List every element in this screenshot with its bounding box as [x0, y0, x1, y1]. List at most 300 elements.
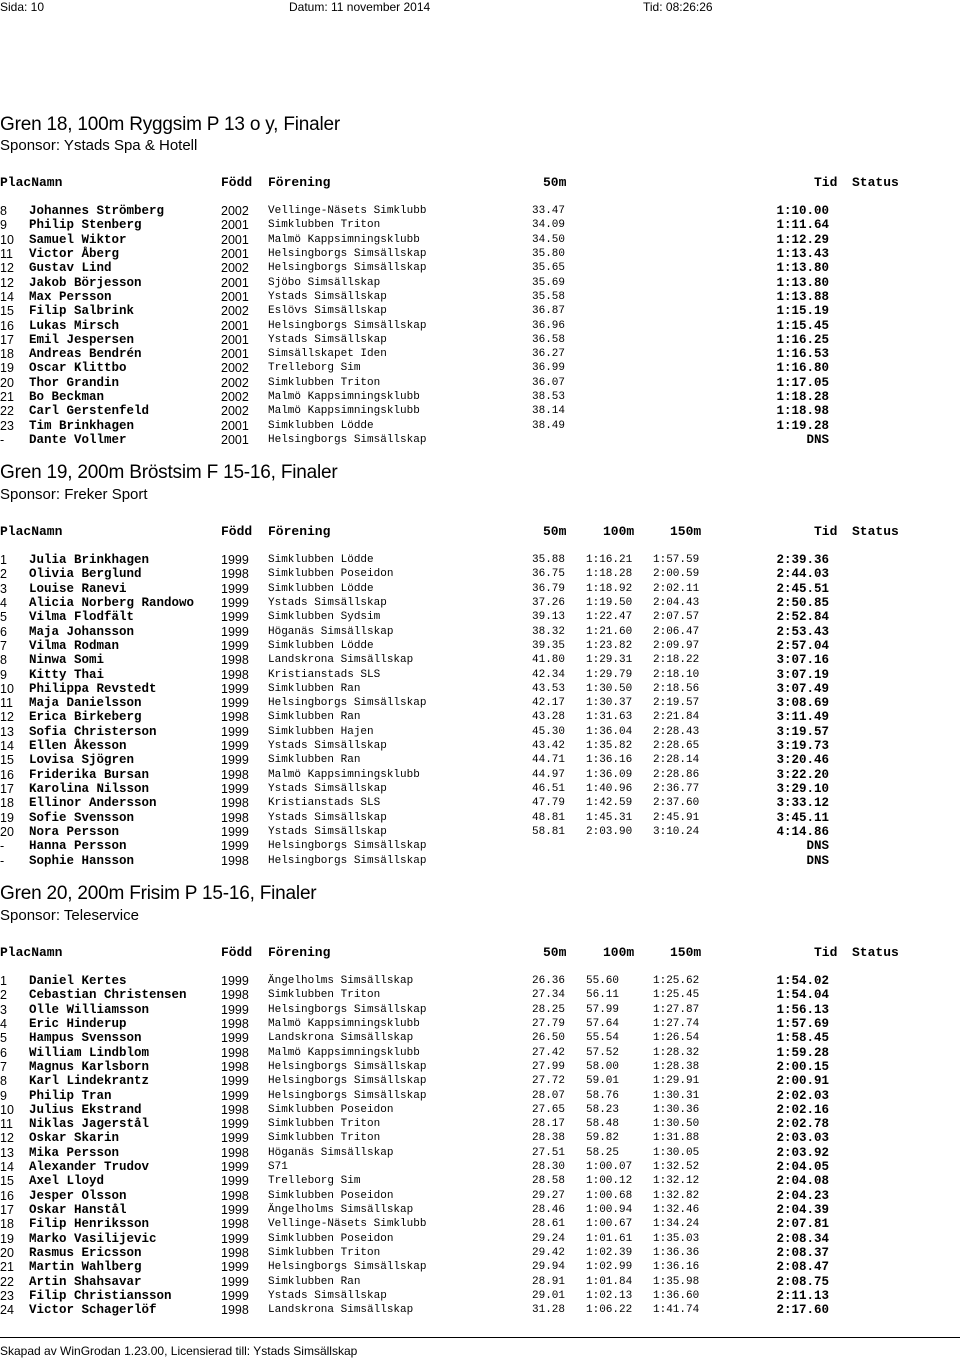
table-row [0, 854, 960, 868]
swimmer-name: Oscar Klittbo [29, 361, 127, 376]
swimmer-name: Cebastian Christensen [29, 988, 187, 1003]
result-place: 7 [0, 638, 7, 653]
split-150: 1:25.62 [653, 975, 700, 987]
birth-year: 1998 [221, 1188, 249, 1203]
birth-year: 2001 [221, 246, 249, 261]
split-150: 1:32.46 [653, 1204, 700, 1216]
swimmer-name: Nora Persson [29, 824, 120, 839]
result-place: 8 [0, 204, 7, 218]
split-150: 2:28.43 [653, 725, 700, 738]
result-place: 13 [0, 724, 14, 739]
table-row [0, 1003, 960, 1017]
final-time: 1:13.80 [776, 275, 829, 290]
split-150: 1:35.03 [653, 1232, 700, 1245]
table-row [0, 361, 960, 375]
result-place: 6 [0, 624, 7, 639]
split-100: 1:29.31 [586, 654, 633, 667]
swimmer-name: Philip Tran [29, 1088, 112, 1103]
split-100: 59.82 [586, 1132, 620, 1145]
club-name: Simklubben Triton [268, 1132, 381, 1145]
final-time: DNS [806, 839, 829, 854]
final-time: 2:17.60 [776, 1303, 829, 1318]
club-name: Helsingborgs Simsällskap [268, 247, 427, 260]
table-row [0, 768, 960, 782]
results-table [0, 974, 960, 1318]
birth-year: 2002 [221, 261, 249, 276]
club-name: Simklubben Ran [268, 1275, 361, 1288]
table-row [0, 1289, 960, 1303]
col-club: Förening [268, 175, 331, 190]
table-row [0, 710, 960, 724]
club-name: Landskrona Simsällskap [268, 1032, 414, 1045]
split-100: 1:19.50 [586, 596, 633, 609]
final-time: DNS [806, 853, 829, 868]
split-50: 36.75 [532, 568, 566, 581]
birth-year: 1999 [221, 1002, 249, 1017]
result-place: 9 [0, 1088, 7, 1103]
swimmer-name: Philippa Revstedt [29, 681, 157, 696]
table-row [0, 376, 960, 390]
swimmer-name: Ellen Åkesson [29, 739, 127, 754]
table-row [0, 682, 960, 696]
split-100: 1:42.59 [586, 797, 633, 810]
split-50: 35.69 [532, 276, 566, 289]
swimmer-name: Kitty Thai [29, 667, 105, 682]
split-150: 2:09.97 [653, 639, 700, 652]
result-place: 12 [0, 261, 14, 276]
birth-year: 2002 [221, 404, 249, 419]
split-150: 2:19.57 [653, 697, 700, 710]
split-50: 35.65 [532, 262, 566, 275]
club-name: Ystads Simsällskap [268, 740, 387, 753]
club-name: Kristianstads SLS [268, 797, 381, 810]
table-row [0, 753, 960, 767]
swimmer-name: Maja Danielsson [29, 696, 142, 711]
event-sponsor: Sponsor: Freker Sport [0, 486, 148, 503]
swimmer-name: Friderika Bursan [29, 767, 150, 782]
result-place: 8 [0, 1074, 7, 1089]
swimmer-name: Mika Persson [29, 1145, 120, 1160]
result-place: 15 [0, 753, 14, 768]
birth-year: 2002 [221, 204, 249, 218]
split-150: 1:36.36 [653, 1246, 700, 1259]
table-row [0, 1246, 960, 1260]
split-50: 38.32 [532, 625, 566, 638]
table-row [0, 1017, 960, 1031]
club-name: Helsingborgs Simsällskap [268, 434, 427, 446]
final-time: 2:52.84 [776, 610, 829, 625]
split-150: 1:30.31 [653, 1089, 700, 1102]
split-100: 1:36.04 [586, 725, 633, 738]
final-time: 3:08.69 [776, 696, 829, 711]
col-born: Född [221, 524, 253, 539]
col-time: Tid [814, 945, 838, 960]
club-name: Eslövs Simsällskap [268, 305, 387, 318]
birth-year: 1998 [221, 1303, 249, 1318]
final-time: 1:54.04 [776, 988, 829, 1003]
swimmer-name: Samuel Wiktor [29, 232, 127, 247]
col-status: Status [852, 524, 899, 539]
split-150: 1:32.52 [653, 1161, 700, 1174]
final-time: 3:19.57 [776, 724, 829, 739]
club-name: Simklubben Ran [268, 711, 361, 724]
club-name: Helsingborgs Simsällskap [268, 1003, 427, 1016]
final-time: 2:00.15 [776, 1059, 829, 1074]
club-name: Helsingborgs Simsällskap [268, 1089, 427, 1102]
split-100: 55.60 [586, 975, 620, 987]
print-date: Datum: 11 november 2014 [289, 0, 431, 14]
split-100: 1:02.39 [586, 1246, 633, 1259]
split-50: 48.81 [532, 811, 566, 824]
result-place: 19 [0, 1231, 14, 1246]
results-table [0, 553, 960, 868]
split-150: 1:30.50 [653, 1118, 700, 1131]
table-row [0, 290, 960, 304]
event-title: Gren 18, 100m Ryggsim P 13 o y, Finaler [0, 114, 340, 135]
split-150: 2:36.77 [653, 783, 700, 795]
table-row [0, 1060, 960, 1074]
result-place: 14 [0, 1160, 14, 1175]
swimmer-name: Sophie Hansson [29, 853, 135, 868]
result-place: 3 [0, 581, 7, 596]
final-time: 2:02.16 [776, 1102, 829, 1117]
split-50: 36.99 [532, 362, 566, 375]
final-time: 1:59.28 [776, 1045, 829, 1060]
birth-year: 1999 [221, 1031, 249, 1046]
swimmer-name: Oskar Skarin [29, 1131, 120, 1146]
split-50: 26.50 [532, 1032, 566, 1045]
final-time: 1:58.45 [776, 1031, 829, 1046]
split-100: 1:18.92 [586, 582, 633, 595]
split-50: 35.80 [532, 247, 566, 260]
club-name: Landskrona Simsällskap [268, 1304, 414, 1317]
result-place: 5 [0, 1031, 7, 1046]
split-50: 36.07 [532, 376, 566, 389]
birth-year: 2002 [221, 361, 249, 376]
club-name: Malmö Kappsimningsklubb [268, 1046, 420, 1059]
final-time: 2:00.91 [776, 1074, 829, 1089]
split-50: 42.34 [532, 668, 566, 681]
birth-year: 1998 [221, 853, 249, 868]
swimmer-name: Philip Stenberg [29, 218, 142, 233]
table-row [0, 404, 960, 418]
split-100: 1:01.61 [586, 1232, 633, 1245]
swimmer-name: Alexander Trudov [29, 1160, 150, 1175]
table-row [0, 276, 960, 290]
table-row [0, 811, 960, 825]
final-time: 4:14.86 [776, 824, 829, 839]
table-row [0, 1117, 960, 1131]
birth-year: 2001 [221, 289, 249, 304]
club-name: Vellinge-Näsets Simklubb [268, 1218, 427, 1231]
final-time: 3:07.19 [776, 667, 829, 682]
table-row [0, 582, 960, 596]
birth-year: 1998 [221, 1217, 249, 1232]
final-time: DNS [806, 433, 829, 447]
result-place: 6 [0, 1045, 7, 1060]
split-50: 35.88 [532, 554, 566, 566]
final-time: 2:04.05 [776, 1160, 829, 1175]
final-time: 2:02.03 [776, 1088, 829, 1103]
split-50: 28.38 [532, 1132, 566, 1145]
result-place: - [0, 853, 5, 868]
split-50: 58.81 [532, 825, 566, 838]
table-row [0, 1146, 960, 1160]
split-50: 43.42 [532, 740, 566, 753]
table-row [0, 390, 960, 404]
col-club: Förening [268, 945, 331, 960]
split-150: 2:18.56 [653, 682, 700, 695]
split-150: 2:28.86 [653, 768, 700, 781]
col-split-50: 50m [543, 945, 567, 960]
split-150: 2:00.59 [653, 568, 700, 581]
birth-year: 1999 [221, 1274, 249, 1289]
result-place: 3 [0, 1002, 7, 1017]
final-time: 1:54.02 [776, 974, 829, 988]
split-100: 57.99 [586, 1003, 620, 1016]
split-150: 2:21.84 [653, 711, 700, 724]
result-place: 20 [0, 375, 14, 390]
split-150: 2:37.60 [653, 797, 700, 810]
split-100: 1:22.47 [586, 611, 633, 624]
split-50: 27.51 [532, 1146, 566, 1159]
birth-year: 1999 [221, 1074, 249, 1089]
split-50: 29.94 [532, 1261, 566, 1274]
split-50: 36.96 [532, 319, 566, 332]
result-place: 20 [0, 1245, 14, 1260]
birth-year: 1999 [221, 739, 249, 754]
birth-year: 1999 [221, 839, 249, 854]
split-100: 1:06.22 [586, 1304, 633, 1317]
split-50: 38.14 [532, 405, 566, 418]
swimmer-name: Vilma Flodfält [29, 610, 135, 625]
page-header [0, 0, 960, 14]
table-row [0, 596, 960, 610]
split-50: 31.28 [532, 1304, 566, 1317]
split-150: 2:06.47 [653, 625, 700, 638]
final-time: 1:15.19 [776, 304, 829, 319]
swimmer-name: Niklas Jagerstål [29, 1117, 150, 1132]
result-place: 16 [0, 318, 14, 333]
club-name: Helsingborgs Simsällskap [268, 319, 427, 332]
club-name: Ängelholms Simsällskap [268, 1204, 414, 1216]
col-club: Förening [268, 524, 331, 539]
birth-year: 1999 [221, 1160, 249, 1175]
birth-year: 1999 [221, 595, 249, 610]
birth-year: 1998 [221, 810, 249, 825]
result-place: 21 [0, 390, 14, 405]
result-place: 13 [0, 1145, 14, 1160]
birth-year: 1998 [221, 988, 249, 1003]
table-row [0, 839, 960, 853]
birth-year: 2002 [221, 375, 249, 390]
table-row [0, 1103, 960, 1117]
split-150: 1:32.12 [653, 1175, 700, 1188]
final-time: 2:02.78 [776, 1117, 829, 1132]
split-50: 36.87 [532, 305, 566, 318]
result-place: 12 [0, 710, 14, 725]
final-time: 1:16.25 [776, 332, 829, 347]
split-100: 1:00.68 [586, 1189, 633, 1202]
result-place: 9 [0, 218, 7, 233]
split-50: 43.28 [532, 711, 566, 724]
split-50: 29.24 [532, 1232, 566, 1245]
club-name: Höganäs Simsällskap [268, 1146, 394, 1159]
result-place: 22 [0, 404, 14, 419]
swimmer-name: Artin Shahsavar [29, 1274, 142, 1289]
split-50: 33.47 [532, 205, 566, 217]
final-time: 2:03.03 [776, 1131, 829, 1146]
split-50: 26.36 [532, 975, 566, 987]
birth-year: 1999 [221, 1088, 249, 1103]
result-place: 9 [0, 667, 7, 682]
birth-year: 1999 [221, 696, 249, 711]
print-time: Tid: 08:26:26 [643, 0, 713, 14]
table-row [0, 419, 960, 433]
swimmer-name: Vilma Rodman [29, 638, 120, 653]
split-50: 28.91 [532, 1275, 566, 1288]
result-place: 18 [0, 796, 14, 811]
split-50: 43.53 [532, 682, 566, 695]
split-150: 1:28.38 [653, 1060, 700, 1073]
swimmer-name: Karl Lindekrantz [29, 1074, 150, 1089]
swimmer-name: Olivia Berglund [29, 567, 142, 582]
col-split-50: 50m [543, 524, 567, 539]
result-place: 16 [0, 1188, 14, 1203]
split-50: 47.79 [532, 797, 566, 810]
table-row [0, 782, 960, 796]
result-place: 16 [0, 767, 14, 782]
final-time: 2:44.03 [776, 567, 829, 582]
birth-year: 2001 [221, 275, 249, 290]
table-row [0, 204, 960, 218]
birth-year: 2001 [221, 218, 249, 233]
split-100: 1:23.82 [586, 639, 633, 652]
birth-year: 1998 [221, 710, 249, 725]
result-place: 15 [0, 1174, 14, 1189]
split-50: 28.07 [532, 1089, 566, 1102]
birth-year: 1998 [221, 1045, 249, 1060]
table-row [0, 247, 960, 261]
table-row [0, 233, 960, 247]
split-50: 29.01 [532, 1289, 566, 1302]
split-150: 1:25.45 [653, 989, 700, 1002]
col-split-150: 150m [670, 524, 702, 539]
swimmer-name: Dante Vollmer [29, 433, 127, 447]
club-name: Ystads Simsällskap [268, 1289, 387, 1302]
final-time: 2:53.43 [776, 624, 829, 639]
final-time: 1:57.69 [776, 1016, 829, 1031]
split-100: 1:00.12 [586, 1175, 633, 1188]
swimmer-name: Jesper Olsson [29, 1188, 127, 1203]
split-100: 55.54 [586, 1032, 620, 1045]
table-row [0, 639, 960, 653]
final-time: 3:29.10 [776, 782, 829, 796]
split-50: 36.58 [532, 333, 566, 346]
final-time: 3:19.73 [776, 739, 829, 754]
swimmer-name: Marko Vasilijevic [29, 1231, 157, 1246]
split-100: 1:02.99 [586, 1261, 633, 1274]
results-table [0, 204, 960, 447]
split-50: 28.61 [532, 1218, 566, 1231]
club-name: Simsällskapet Iden [268, 348, 387, 361]
final-time: 1:56.13 [776, 1002, 829, 1017]
swimmer-name: Axel Lloyd [29, 1174, 105, 1189]
table-row [0, 433, 960, 447]
swimmer-name: Jakob Börjesson [29, 275, 142, 290]
split-100: 58.48 [586, 1118, 620, 1131]
final-time: 2:07.81 [776, 1217, 829, 1232]
table-row [0, 1089, 960, 1103]
col-time: Tid [814, 175, 838, 190]
result-place: 5 [0, 610, 7, 625]
swimmer-name: Oskar Hanstål [29, 1203, 127, 1217]
split-100: 1:00.94 [586, 1204, 633, 1216]
swimmer-name: Magnus Karlsborn [29, 1059, 150, 1074]
col-born: Född [221, 945, 253, 960]
split-100: 1:40.96 [586, 783, 633, 795]
result-place: 7 [0, 1059, 7, 1074]
split-50: 45.30 [532, 725, 566, 738]
swimmer-name: Erica Birkeberg [29, 710, 142, 725]
result-place: 23 [0, 1288, 14, 1303]
col-split-50: 50m [543, 175, 567, 190]
birth-year: 2001 [221, 433, 249, 447]
split-50: 38.53 [532, 391, 566, 404]
split-100: 1:30.50 [586, 682, 633, 695]
split-100: 2:03.90 [586, 825, 633, 838]
club-name: Landskrona Simsällskap [268, 654, 414, 667]
split-50: 27.99 [532, 1060, 566, 1073]
result-place: 10 [0, 1102, 14, 1117]
club-name: Ystads Simsällskap [268, 290, 387, 303]
split-100: 1:29.79 [586, 668, 633, 681]
column-header [0, 524, 960, 540]
column-header [0, 945, 960, 961]
table-row [0, 319, 960, 333]
table-row [0, 610, 960, 624]
split-100: 1:01.84 [586, 1275, 633, 1288]
result-place: 2 [0, 988, 7, 1003]
table-row [0, 1260, 960, 1274]
final-time: 2:08.34 [776, 1231, 829, 1246]
split-100: 1:00.67 [586, 1218, 633, 1231]
split-50: 28.25 [532, 1003, 566, 1016]
footer-divider [0, 1337, 960, 1338]
table-row [0, 304, 960, 318]
birth-year: 2001 [221, 332, 249, 347]
final-time: 3:22.20 [776, 767, 829, 782]
split-100: 1:21.60 [586, 625, 633, 638]
club-name: Helsingborgs Simsällskap [268, 854, 427, 867]
club-name: Malmö Kappsimningsklubb [268, 405, 420, 418]
split-50: 35.58 [532, 290, 566, 303]
table-row [0, 653, 960, 667]
swimmer-name: William Lindblom [29, 1045, 150, 1060]
col-born: Född [221, 175, 253, 190]
table-row [0, 347, 960, 361]
birth-year: 1998 [221, 1102, 249, 1117]
col-status: Status [852, 175, 899, 190]
page-footer: Skapad av WinGrodan 1.23.00, Licensierad till: Ystads Simsällskap [0, 1344, 358, 1358]
result-place: 11 [0, 696, 13, 711]
club-name: Simklubben Ran [268, 682, 361, 695]
result-place: 14 [0, 289, 14, 304]
col-place: PlacNamn [0, 524, 63, 539]
event-title: Gren 19, 200m Bröstsim F 15-16, Finaler [0, 462, 338, 483]
table-row [0, 567, 960, 581]
result-place: 14 [0, 739, 14, 754]
